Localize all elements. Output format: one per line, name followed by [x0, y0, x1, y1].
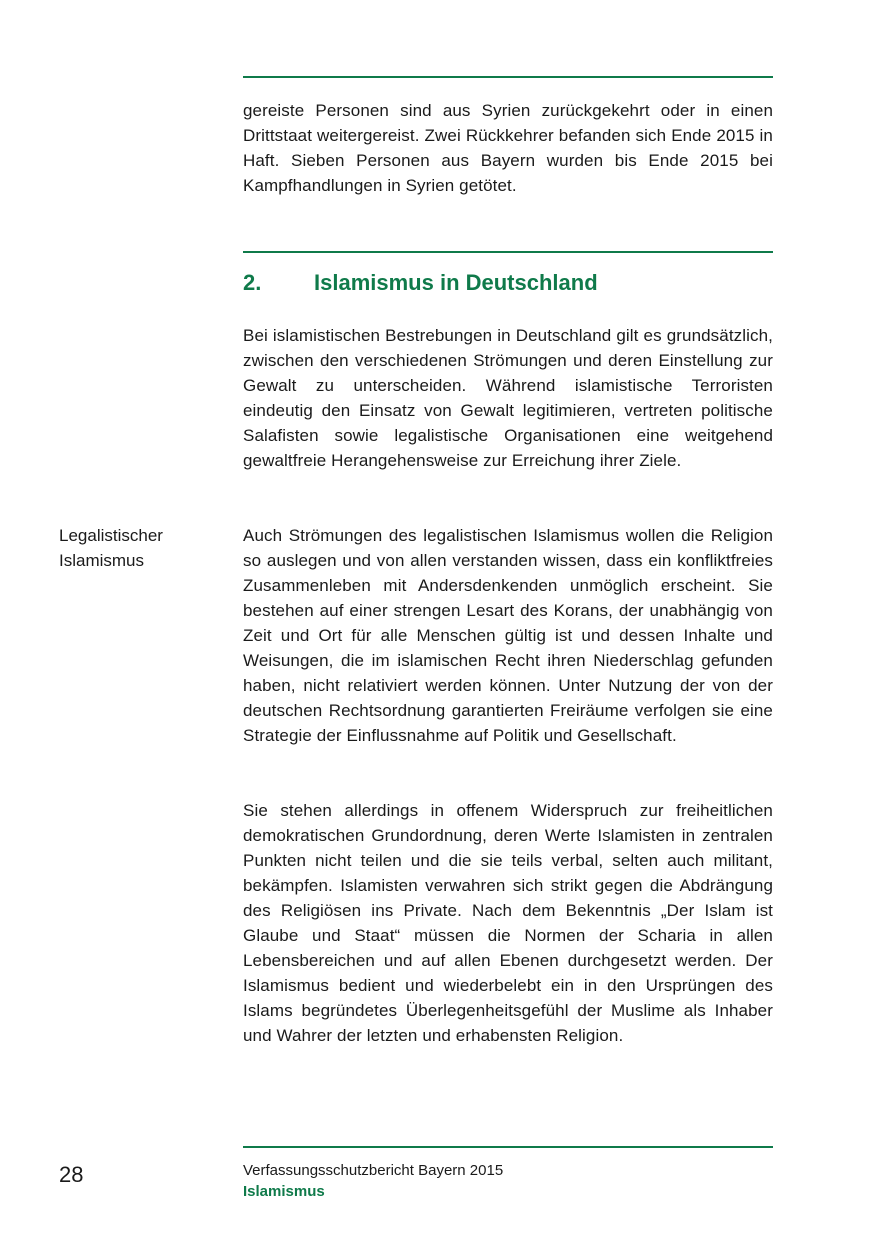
section-number: 2.	[243, 270, 262, 295]
top-divider	[243, 76, 773, 78]
continuation-paragraph: gereiste Personen sind aus Syrien zurückgekehrt oder in einen Drittstaat weitergereist. Zwei Rückkehrer befanden sich Ende 2015 in Haft. Sieben Personen aus Bayern wurden bis Ende 2015 bei Kampfhandlungen in Syrien getötet.	[243, 101, 773, 195]
margin-note	[59, 523, 209, 573]
margin-note-line: Islamismus	[59, 551, 145, 570]
page-number: 28	[59, 1162, 84, 1187]
margin-note-line: Legalistischer	[59, 526, 163, 545]
footer-publication-title: Verfassungsschutzbericht Bayern 2015	[243, 1162, 504, 1179]
footer-section-label: Islamismus	[243, 1183, 325, 1200]
footer-divider	[243, 1146, 773, 1148]
section-heading	[243, 268, 598, 298]
section-divider	[243, 251, 773, 253]
body-paragraph: Auch Strömungen des legalistischen Islamismus wollen die Religion so auslegen und von allen verstanden wissen, dass ein konfliktfreies Zusammenleben mit Andersdenkenden unmöglich erscheint. Sie bestehen auf einer strengen Lesart des Korans, der unabhängig von Zeit und Ort für alle Menschen gültig ist und dessen Inhalte und Weisungen, die im islamischen Recht ihren Niederschlag gefunden haben, nicht relativiert werden können. Unter Nutzung der von der deutschen Rechtsordnung garantierten Freiräume verfolgen sie eine Strategie der Einflussnahme auf Politik und Gesellschaft.	[243, 526, 773, 745]
body-paragraph: Sie stehen allerdings in offenem Widerspruch zur freiheitlichen demokratischen Grundordnung, deren Werte Islamisten in zentralen Punkten nicht teilen und die sie teils verbal, selten auch militant, bekämpfen. Islamisten verwahren sich strikt gegen die Abdrängung des Religiösen ins Private. Nach dem Bekenntnis „Der Islam ist Glaube und Staat“ müssen die Normen der Scharia in allen Lebensbereichen und auf allen Ebenen durchgesetzt werden. Der Islamismus bedient und wiederbelebt ein in den Ursprüngen des Islams begründetes Überlegenheitsgefühl der Muslime als Inhaber und Wahrer der letzten und erhabensten Religion.	[243, 801, 773, 1045]
section-title: Islamismus in Deutschland	[314, 270, 598, 295]
body-paragraph: Bei islamistischen Bestrebungen in Deutschland gilt es grundsätzlich, zwischen den verschiedenen Strömungen und deren Einstellung zur Gewalt zu unterscheiden. Während islamistische Terroristen eindeutig den Einsatz von Gewalt legitimieren, vertreten politische Salafisten sowie legalistische Organisationen eine weitgehend gewaltfreie Herangehensweise zur Erreichung ihrer Ziele.	[243, 326, 773, 470]
